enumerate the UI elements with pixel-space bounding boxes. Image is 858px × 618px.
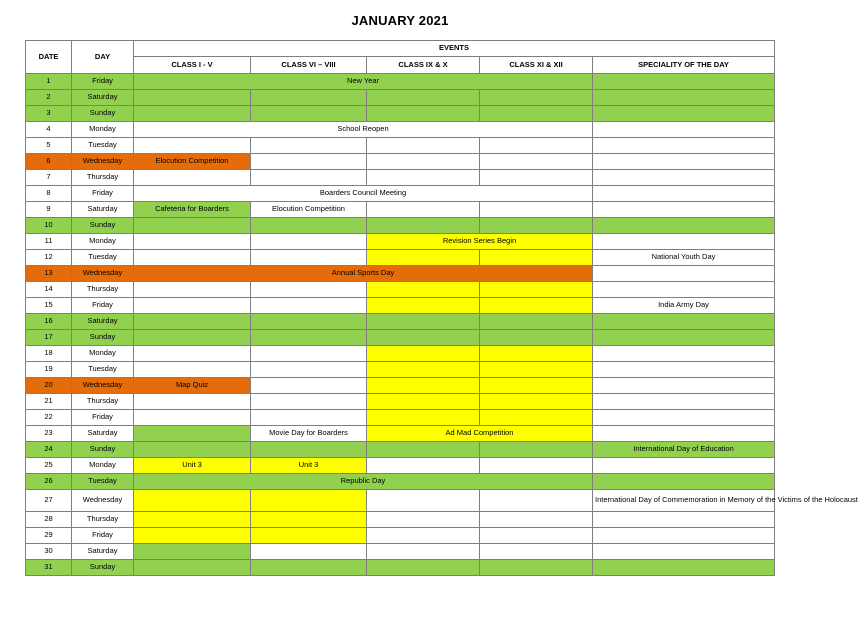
event-cell: Ad Mad Competition [367, 426, 593, 442]
table-row [26, 426, 775, 442]
event-cell [251, 106, 367, 122]
event-cell [593, 314, 775, 330]
event-cell [134, 560, 251, 576]
event-cell: New Year [134, 74, 593, 90]
event-cell [134, 282, 251, 298]
event-cell [251, 544, 367, 560]
event-cell [480, 378, 593, 394]
day-cell: Saturday [72, 202, 134, 218]
table-row [26, 346, 775, 362]
table-row [26, 560, 775, 576]
table-row [26, 202, 775, 218]
event-cell [251, 170, 367, 186]
event-cell [251, 234, 367, 250]
table-row [26, 282, 775, 298]
event-cell [134, 426, 251, 442]
event-cell [134, 528, 251, 544]
class-11-12-header: CLASS XI & XII [480, 57, 593, 74]
event-cell [367, 490, 480, 512]
event-cell [367, 528, 480, 544]
event-cell [480, 346, 593, 362]
event-cell [367, 442, 480, 458]
event-cell [251, 490, 367, 512]
event-cell [367, 298, 480, 314]
event-cell: Map Quiz [134, 378, 251, 394]
table-row [26, 170, 775, 186]
event-cell: International Day of Commemoration in Memory of the Victims of the Holocaust [593, 490, 775, 512]
day-cell: Tuesday [72, 250, 134, 266]
event-cell [367, 90, 480, 106]
table-row [26, 186, 775, 202]
event-cell [480, 512, 593, 528]
speciality-header: SPECIALITY OF THE DAY [593, 57, 775, 74]
event-cell [480, 314, 593, 330]
event-cell [367, 314, 480, 330]
event-cell [134, 442, 251, 458]
event-cell [593, 234, 775, 250]
day-cell: Friday [72, 186, 134, 202]
table-row [26, 154, 775, 170]
event-cell: Unit 3 [251, 458, 367, 474]
event-cell [367, 410, 480, 426]
event-cell [251, 330, 367, 346]
event-cell [480, 442, 593, 458]
event-cell [251, 138, 367, 154]
day-header: DAY [72, 41, 134, 74]
table-header [26, 41, 775, 74]
event-cell [251, 378, 367, 394]
table-row [26, 458, 775, 474]
day-cell: Sunday [72, 442, 134, 458]
event-cell [593, 528, 775, 544]
day-cell: Monday [72, 234, 134, 250]
event-cell [134, 490, 251, 512]
event-cell [251, 90, 367, 106]
day-cell: Saturday [72, 426, 134, 442]
event-cell [251, 442, 367, 458]
day-cell: Saturday [72, 544, 134, 560]
date-cell: 7 [26, 170, 72, 186]
event-cell [480, 250, 593, 266]
date-cell: 20 [26, 378, 72, 394]
event-cell [593, 74, 775, 90]
calendar-table [25, 40, 858, 576]
event-cell [134, 512, 251, 528]
table-row [26, 490, 775, 512]
class-1-5-header: CLASS I - V [134, 57, 251, 74]
event-cell [251, 394, 367, 410]
day-cell: Thursday [72, 282, 134, 298]
table-row [26, 442, 775, 458]
event-cell [134, 298, 251, 314]
event-cell [593, 282, 775, 298]
event-cell [134, 138, 251, 154]
event-cell [480, 458, 593, 474]
event-cell [134, 362, 251, 378]
event-cell [367, 250, 480, 266]
event-cell [134, 106, 251, 122]
event-cell [593, 378, 775, 394]
event-cell [593, 330, 775, 346]
event-cell [134, 170, 251, 186]
event-cell: Republic Day [134, 474, 593, 490]
event-cell [251, 298, 367, 314]
table-row [26, 74, 775, 90]
table-row [26, 512, 775, 528]
date-cell: 22 [26, 410, 72, 426]
event-cell [480, 298, 593, 314]
event-cell [593, 122, 775, 138]
date-cell: 30 [26, 544, 72, 560]
table-row [26, 122, 775, 138]
calendar-body [26, 74, 858, 576]
date-cell: 15 [26, 298, 72, 314]
event-cell [134, 234, 251, 250]
event-cell [134, 314, 251, 330]
event-cell [480, 282, 593, 298]
table-row [26, 394, 775, 410]
event-cell [367, 378, 480, 394]
event-cell [593, 560, 775, 576]
event-cell: Boarders Council Meeting [134, 186, 593, 202]
event-cell [251, 560, 367, 576]
event-cell [251, 528, 367, 544]
date-cell: 12 [26, 250, 72, 266]
event-cell [251, 218, 367, 234]
event-cell [593, 202, 775, 218]
event-cell [251, 512, 367, 528]
day-cell: Friday [72, 528, 134, 544]
date-cell: 19 [26, 362, 72, 378]
event-cell [251, 346, 367, 362]
day-cell: Sunday [72, 560, 134, 576]
day-cell: Sunday [72, 218, 134, 234]
event-cell [367, 218, 480, 234]
table-row [26, 544, 775, 560]
event-cell [251, 250, 367, 266]
event-cell: International Day of Education [593, 442, 775, 458]
day-cell: Friday [72, 74, 134, 90]
day-cell: Friday [72, 410, 134, 426]
date-cell: 17 [26, 330, 72, 346]
event-cell [134, 250, 251, 266]
date-cell: 11 [26, 234, 72, 250]
event-cell [367, 282, 480, 298]
event-cell [593, 218, 775, 234]
table-row [26, 378, 775, 394]
event-cell [480, 544, 593, 560]
event-cell: Elocution Competition [134, 154, 251, 170]
event-cell [367, 560, 480, 576]
event-cell [251, 410, 367, 426]
event-cell [593, 458, 775, 474]
date-cell: 25 [26, 458, 72, 474]
day-cell: Thursday [72, 170, 134, 186]
event-cell [251, 362, 367, 378]
date-cell: 31 [26, 560, 72, 576]
event-cell [367, 202, 480, 218]
table-row [26, 218, 775, 234]
event-cell [367, 512, 480, 528]
event-cell: Elocution Competition [251, 202, 367, 218]
day-cell: Thursday [72, 394, 134, 410]
day-cell: Wednesday [72, 154, 134, 170]
table-row [26, 138, 775, 154]
date-cell: 9 [26, 202, 72, 218]
class-9-10-header: CLASS IX & X [367, 57, 480, 74]
table-row [26, 314, 775, 330]
date-cell: 3 [26, 106, 72, 122]
date-cell: 4 [26, 122, 72, 138]
date-cell: 21 [26, 394, 72, 410]
day-cell: Friday [72, 298, 134, 314]
day-cell: Saturday [72, 314, 134, 330]
event-cell [367, 106, 480, 122]
event-cell [593, 106, 775, 122]
event-cell: Annual Sports Day [134, 266, 593, 282]
table-row [26, 362, 775, 378]
date-cell: 2 [26, 90, 72, 106]
table-row [26, 474, 775, 490]
event-cell [480, 154, 593, 170]
day-cell: Wednesday [72, 490, 134, 512]
event-cell [593, 394, 775, 410]
day-cell: Monday [72, 346, 134, 362]
table-row [26, 90, 775, 106]
event-cell [593, 138, 775, 154]
day-cell: Wednesday [72, 378, 134, 394]
event-cell [367, 394, 480, 410]
class-6-8-header: CLASS VI – VIII [251, 57, 367, 74]
event-cell: Unit 3 [134, 458, 251, 474]
event-cell [134, 218, 251, 234]
table-row [26, 330, 775, 346]
event-cell [480, 202, 593, 218]
event-cell [593, 154, 775, 170]
event-cell [134, 544, 251, 560]
event-cell [480, 90, 593, 106]
event-cell [480, 170, 593, 186]
event-cell: Cafeteria for Boarders [134, 202, 251, 218]
day-cell: Wednesday [72, 266, 134, 282]
event-cell [251, 314, 367, 330]
day-cell: Tuesday [72, 138, 134, 154]
event-cell [367, 330, 480, 346]
day-cell: Sunday [72, 106, 134, 122]
day-cell: Tuesday [72, 362, 134, 378]
event-cell [593, 362, 775, 378]
table-row [26, 266, 775, 282]
event-cell [134, 346, 251, 362]
table-row [26, 528, 775, 544]
event-cell [593, 266, 775, 282]
date-cell: 10 [26, 218, 72, 234]
table-row [26, 298, 775, 314]
event-cell [480, 560, 593, 576]
event-cell: India Army Day [593, 298, 775, 314]
event-cell [480, 106, 593, 122]
event-cell [367, 362, 480, 378]
date-cell: 23 [26, 426, 72, 442]
event-cell [134, 410, 251, 426]
event-cell [480, 410, 593, 426]
event-cell: School Reopen [134, 122, 593, 138]
event-cell [367, 544, 480, 560]
event-cell [367, 458, 480, 474]
day-cell: Tuesday [72, 474, 134, 490]
day-cell: Saturday [72, 90, 134, 106]
date-cell: 8 [26, 186, 72, 202]
event-cell [480, 218, 593, 234]
event-cell [593, 90, 775, 106]
event-cell [480, 490, 593, 512]
table-row [26, 250, 775, 266]
event-cell [367, 170, 480, 186]
event-cell [593, 186, 775, 202]
date-cell: 26 [26, 474, 72, 490]
event-cell [251, 154, 367, 170]
date-cell: 28 [26, 512, 72, 528]
event-cell [251, 282, 367, 298]
date-cell: 16 [26, 314, 72, 330]
date-cell: 29 [26, 528, 72, 544]
date-cell: 5 [26, 138, 72, 154]
event-cell [134, 330, 251, 346]
date-cell: 13 [26, 266, 72, 282]
day-cell: Sunday [72, 330, 134, 346]
day-cell: Thursday [72, 512, 134, 528]
event-cell [593, 410, 775, 426]
event-cell [134, 90, 251, 106]
event-cell [480, 138, 593, 154]
event-cell [480, 362, 593, 378]
date-header: DATE [26, 41, 72, 74]
event-cell [480, 528, 593, 544]
events-header: EVENTS [134, 41, 775, 57]
date-cell: 1 [26, 74, 72, 90]
date-cell: 6 [26, 154, 72, 170]
event-cell [480, 330, 593, 346]
date-cell: 14 [26, 282, 72, 298]
table-row [26, 410, 775, 426]
date-cell: 24 [26, 442, 72, 458]
page-title: JANUARY 2021 [351, 13, 449, 28]
event-cell [367, 138, 480, 154]
event-cell [367, 154, 480, 170]
event-cell [593, 474, 775, 490]
day-cell: Monday [72, 122, 134, 138]
event-cell [593, 512, 775, 528]
event-cell: Movie Day for Boarders [251, 426, 367, 442]
event-cell [480, 394, 593, 410]
date-cell: 18 [26, 346, 72, 362]
event-cell [593, 544, 775, 560]
event-cell: National Youth Day [593, 250, 775, 266]
event-cell [593, 170, 775, 186]
table-row [26, 106, 775, 122]
event-cell [134, 394, 251, 410]
event-cell [593, 346, 775, 362]
event-cell [593, 426, 775, 442]
day-cell: Monday [72, 458, 134, 474]
date-cell: 27 [26, 490, 72, 512]
table-row [26, 234, 775, 250]
event-cell [367, 346, 480, 362]
event-cell: Revision Series Begin [367, 234, 593, 250]
